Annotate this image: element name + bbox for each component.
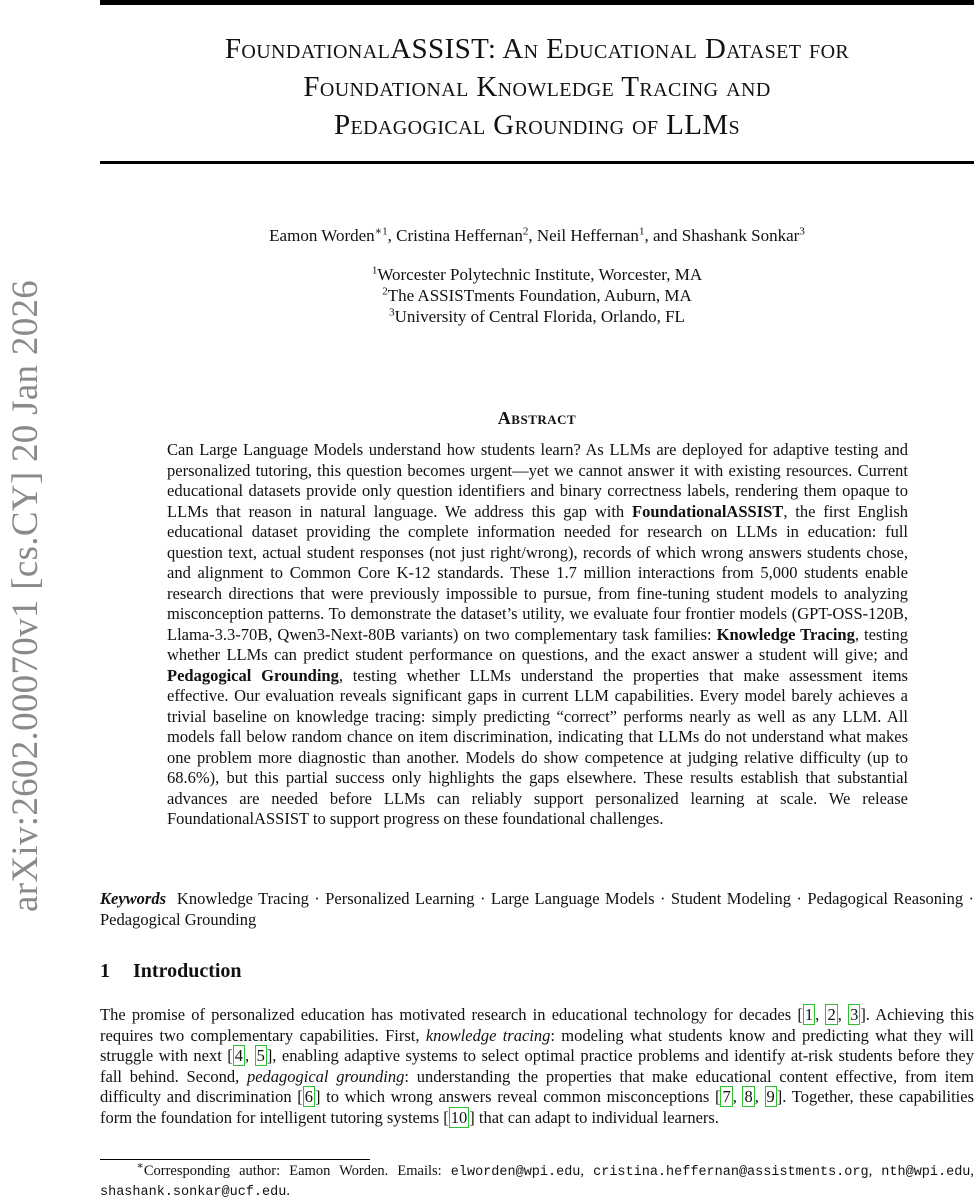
citation-link[interactable]: 1 (804, 1005, 814, 1024)
affiliation (100, 306, 974, 327)
abstract-heading: Abstract (497, 408, 577, 428)
title-top-rule (100, 0, 974, 5)
keywords (100, 889, 974, 930)
affiliation (100, 264, 974, 285)
abstract-body (167, 440, 908, 830)
abstract-text: Can Large Language Models understand how students learn? As LLMs are deployed for adaptive testing and personalized tutoring, this question becomes urgent—yet we cannot answer it with existing resources. Current educational datasets provide only question identifiers and binary correctness labels, rendering them opaque to LLMs that reason in natural language. We address this gap with (167, 440, 908, 521)
intro-text: ] that can adapt to individual learners. (469, 1107, 719, 1127)
keywords-label: Keywords (100, 889, 166, 908)
affiliation-sup: 3 (389, 306, 395, 319)
section-title: Introduction (133, 960, 242, 982)
affiliation-text: University of Central Florida, Orlando, FL (394, 307, 685, 326)
intro-text: ]. Achieving this requires two complementary capabilities. First, (100, 1005, 975, 1045)
author-separator: , (387, 226, 397, 245)
citation-link[interactable]: 3 (850, 1005, 859, 1024)
email-link[interactable]: nth@wpi.edu (881, 1165, 971, 1180)
affiliation-list (100, 264, 974, 327)
author-separator: , (528, 226, 537, 245)
arxiv-side-stamp: arXiv:2602.00070v1 [cs.CY] 20 Jan 2026 (5, 279, 46, 912)
keywords-text: Knowledge Tracing · Personalized Learning · Large Language Models · Student Modeling · Pedagogical Reasoning · Pedagogical Grounding (100, 889, 975, 929)
author-name: Neil Heffernan (536, 226, 639, 245)
title-line: Foundational Knowledge Tracing and (303, 71, 771, 103)
citation-link[interactable]: 2 (827, 1005, 836, 1024)
citation-link[interactable]: 8 (744, 1087, 753, 1106)
affiliation-text: Worcester Polytechnic Institute, Worcester, MA (377, 265, 703, 284)
title-line: Pedagogical Grounding of LLMs (333, 109, 741, 141)
author-sup: 3 (799, 225, 805, 238)
footnote-text: Corresponding author: Eamon Worden. Emails: (143, 1163, 451, 1179)
author-name: Cristina Heffernan (396, 226, 523, 245)
affiliation-sup: 2 (382, 285, 388, 298)
citation-link[interactable]: 5 (256, 1046, 265, 1065)
affiliation (100, 285, 974, 306)
citation-link[interactable]: 7 (722, 1087, 731, 1106)
citation-link[interactable]: 9 (766, 1087, 775, 1106)
section-heading (100, 960, 242, 983)
abstract-text: , testing whether LLMs can predict student performance on questions, and the exact answer a student will give; and (167, 624, 909, 664)
intro-text: ] to which wrong answers reveal common misconceptions [ (314, 1087, 721, 1106)
abstract-bold: Knowledge Tracing (716, 624, 855, 644)
footnote-mark: ∗ (136, 1160, 144, 1173)
abstract-bold: Pedagogical Grounding (167, 665, 339, 685)
author-name: Shashank Sonkar (681, 226, 800, 245)
abstract-bold: FoundationalASSIST (631, 501, 784, 521)
affiliation-text: The ASSISTments Foundation, Auburn, MA (387, 286, 692, 305)
intro-paragraph: The promise of personalized education has motivated research in educational technology for decades [ 1 , 2 , 3 ]. Achieving this requires two complementary capabilities. First, knowledge tracing: modeling what students know and predicting what they will struggle with next [ 4 , 5 ], enabling adaptive systems to select optimal practice problems and identify at-risk students before they fall behind. Second, pedagogical grounding: understanding the properties that make educational content effective, from item difficulty and discrimination [ 6 ] to which wrong answers reveal common misconceptions [ 7 , 8 , 9 ]. Together, these capabilities form the foundation for intelligent tutoring systems [ 10 ] that can adapt to individual learners. (100, 1005, 975, 1127)
section-number: 1 (100, 960, 110, 982)
intro-text: : understanding the properties that make educational content effective, from item difficulty and discrimination [ (100, 1066, 974, 1106)
author-sup: 1 (638, 225, 645, 238)
author-separator: , and (644, 226, 682, 245)
citation-link[interactable]: 6 (304, 1087, 313, 1106)
intro-italic: knowledge tracing (425, 1025, 551, 1045)
author-list (100, 226, 974, 246)
intro-italic: pedagogical grounding (246, 1066, 405, 1086)
intro-text: The promise of personalized education has motivated research in educational technology for decades [ (100, 1005, 803, 1024)
affiliation-sup: 1 (371, 264, 378, 277)
email-link[interactable]: cristina.heffernan@assistments.org (593, 1165, 869, 1180)
title-line: FoundationalASSIST: An Educational Dataset for (224, 33, 850, 65)
email-link[interactable]: shashank.sonkar@ucf.edu (100, 1185, 287, 1200)
footnote: ∗Corresponding author: Eamon Worden. Emails: elworden@wpi.edu, cristina.heffernan@assistments.org, nth@wpi.edu, shashank.sonkar@ucf.edu. (100, 1160, 975, 1200)
email-link[interactable]: elworden@wpi.edu (450, 1165, 581, 1180)
abstract-text: , the first English educational dataset providing the complete information needed for research on LLMs in education: full question text, actual student responses (not just right/wrong), records of which wrong answers students chose, and alignment to Common Core K-12 standards. These 1.7 million interactions from 5,000 students enable research directions that were previously impossible to pursue, from fine-tuning student models to analyzing misconception patterns. To demonstrate the dataset’s utility, we evaluate four frontier models (GPT-OSS-120B, Llama-3.3-70B, Qwen3-Next-80B variants) on two complementary task families: (167, 501, 909, 644)
author-name: Eamon Worden (269, 226, 375, 245)
author-sup: ∗1 (374, 225, 388, 238)
citation-link[interactable]: 10 (450, 1107, 468, 1127)
intro-text: ], enabling adaptive systems to select optimal practice problems and identify at-risk students before they fall behind. Second, (100, 1046, 974, 1086)
title-bottom-rule (100, 161, 974, 164)
abstract-text: , testing whether LLMs understand the properties that make assessment items effective. Our evaluation reveals significant gaps in current LLM capabilities. Every model barely achieves a trivial baseline on knowledge tracing: simply predicting “correct” performs nearly as well as any LLM. All models fall below random chance on item discrimination, indicating that LLMs do not understand what makes one problem more diagnostic than another. Models do show competence at judging relative difficulty (up to 68.6%), but this partial success only highlights the gaps elsewhere. These results establish that substantial advances are needed before LLMs can reliably support personalized learning at scale. We release FoundationalASSIST to support progress on these foundational challenges. (167, 665, 908, 828)
paper-title (100, 30, 974, 144)
author-sup: 2 (522, 225, 529, 238)
intro-text: ]. Together, these capabilities form the foundation for intelligent tutoring systems [ (100, 1087, 974, 1127)
citation-link[interactable]: 4 (234, 1046, 243, 1065)
intro-text: : modeling what students know and predicting what they will struggle with next [ (100, 1025, 974, 1065)
